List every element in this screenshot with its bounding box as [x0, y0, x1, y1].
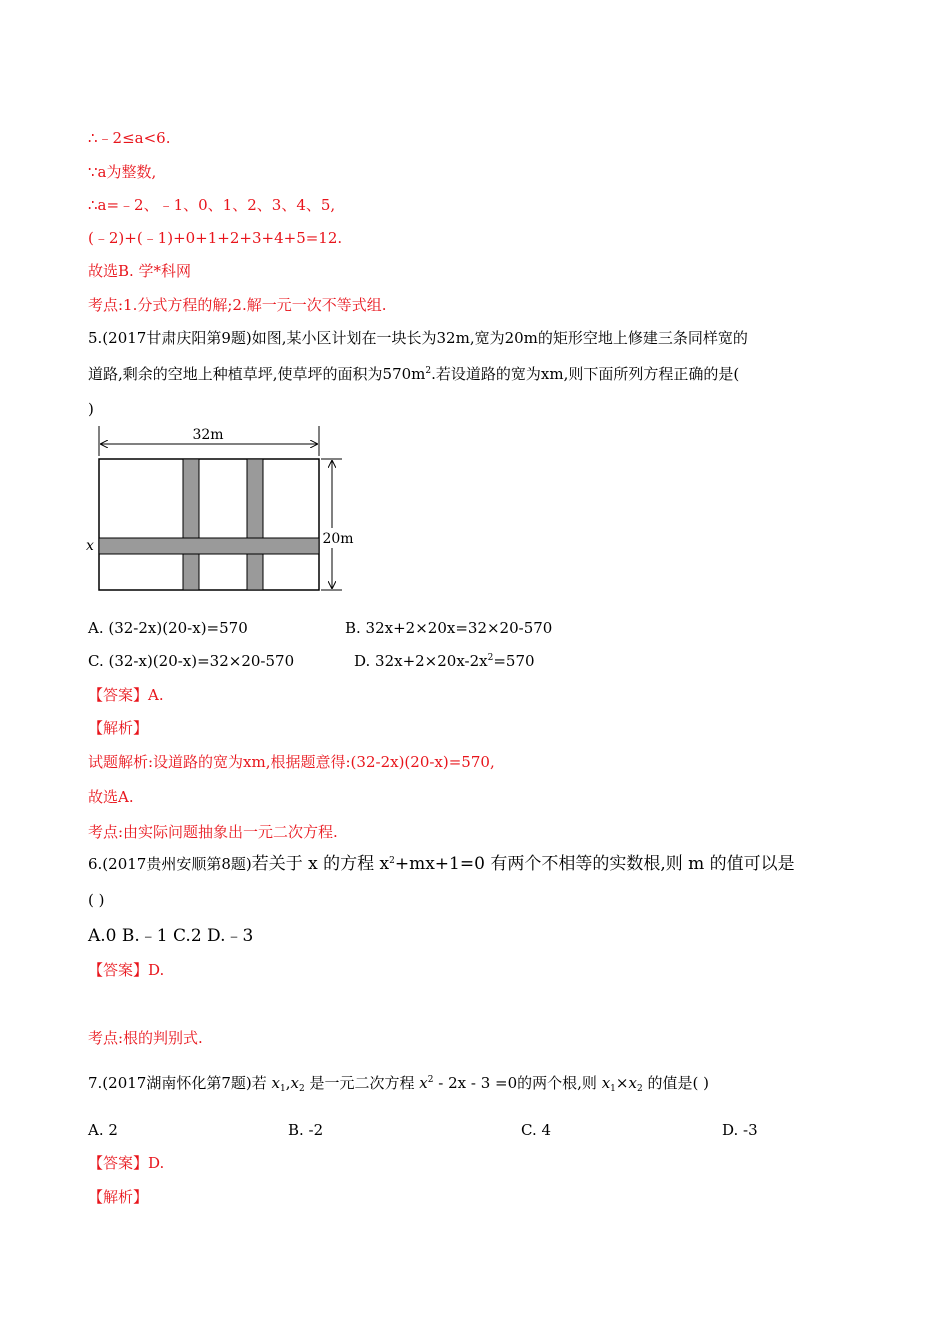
- field-rect: [99, 459, 319, 590]
- q7-option-b: B. -2: [288, 1121, 324, 1139]
- prev-kaodian: 考点:1.分式方程的解;2.解一元一次不等式组.: [88, 296, 387, 314]
- q5-stem-line-2: 道路,剩余的空地上种植草坪,使草坪的面积为$570m^2$.若设道路的宽为xm,则下面所列方程正确的是(: [88, 365, 740, 383]
- q5-option-c: C. (32-x)(20-x)=32×20-570: [88, 652, 295, 670]
- width-label: 32m: [192, 427, 224, 443]
- q5-choice: 故选A.: [88, 788, 134, 806]
- prev-line-3: ∴a=﹣2、﹣1、0、1、2、3、4、5,: [88, 196, 336, 214]
- q7-stem: 7.(2017湖南怀化第7题)若 $x_1,x_2$ 是一元二次方程 $x^2 - 2x - 3 =0$的两个根,则 $x_1\times x_2$ 的值是( ): [88, 1074, 709, 1094]
- height-label: 20m: [322, 531, 354, 547]
- q6-kaodian: 考点:根的判别式.: [88, 1029, 203, 1047]
- q6-options: A.0 B.﹣1 C.2 D.﹣3: [88, 926, 254, 946]
- q6-stem-line-1: 6.(2017贵州安顺第8题)若关于 x 的方程 $x^2+mx+1=0$ 有两个不相等的实数根,则 m 的值可以是: [88, 854, 795, 874]
- prev-line-2: ∵a为整数,: [88, 163, 157, 181]
- q5-analysis-heading: 【解析】: [88, 719, 149, 737]
- q6-answer: 【答案】D.: [88, 961, 165, 979]
- prev-line-4: (﹣2)+(﹣1)+0+1+2+3+4+5=12.: [88, 229, 343, 247]
- prev-line-5: 故选B. 学*科网: [88, 262, 192, 280]
- q5-option-a: A. (32-2x)(20-x)=570: [88, 619, 248, 637]
- q5-stem-line-3: ): [88, 400, 94, 418]
- road-vertical-1: [183, 459, 199, 590]
- q5-kaodian: 考点:由实际问题抽象出一元二次方程.: [88, 823, 338, 841]
- q5-analysis-detail: 试题解析:设道路的宽为xm,根据题意得:(32-2x)(20-x)=570,: [88, 753, 495, 771]
- q6-stem-line-2: ( ): [88, 891, 105, 909]
- q5-option-d: D. $32x+2\times 20x-2x^2=570$: [354, 652, 535, 670]
- q7-option-c: C. 4: [521, 1121, 552, 1139]
- road-diagram-svg: [80, 418, 380, 600]
- q7-answer: 【答案】D.: [88, 1154, 165, 1172]
- q5-option-b: B. 32x+2×20x=32×20-570: [345, 619, 553, 637]
- prev-line-1: ∴﹣2≤a<6.: [88, 129, 171, 147]
- road-horizontal: [99, 538, 319, 554]
- q7-analysis-heading: 【解析】: [88, 1188, 149, 1206]
- q7-option-d: D. -3: [722, 1121, 758, 1139]
- road-vertical-2: [247, 459, 263, 590]
- q5-answer: 【答案】A.: [88, 686, 164, 704]
- road-width-label: x: [86, 538, 94, 554]
- q7-option-a: A. 2: [88, 1121, 118, 1139]
- q5-stem-line-1: 5.(2017甘肃庆阳第9题)如图,某小区计划在一块长为32m,宽为20m的矩形空地上修建三条同样宽的: [88, 329, 748, 347]
- road-diagram: [80, 418, 380, 604]
